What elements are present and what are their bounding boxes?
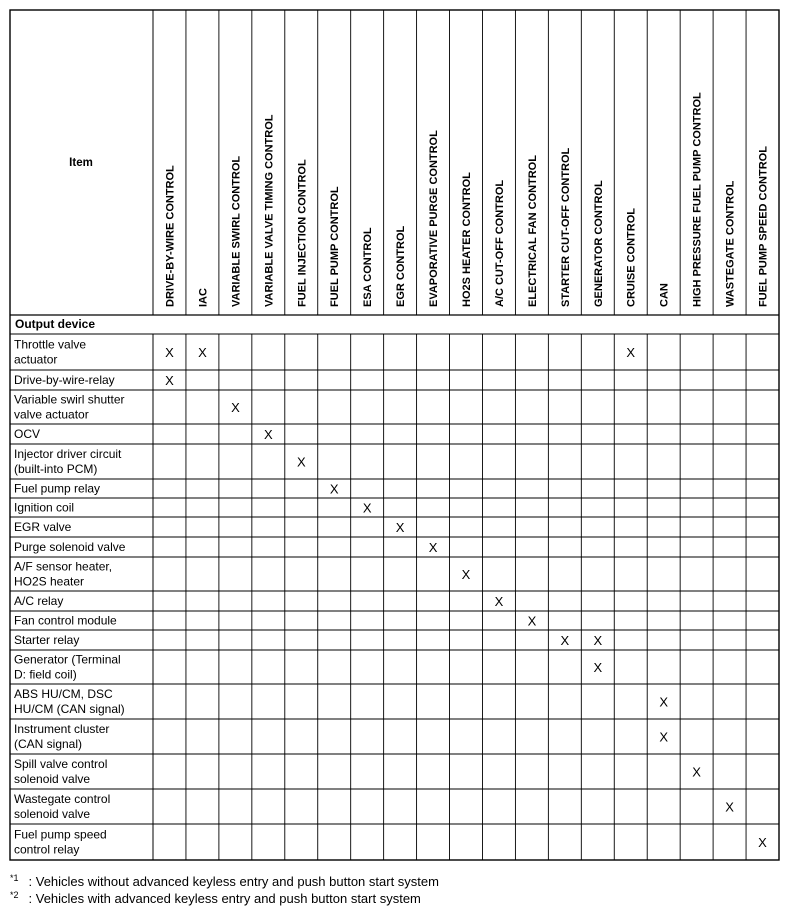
row-label: actuator: [14, 352, 58, 367]
x-mark: X: [593, 660, 603, 675]
row-label: HU/CM (CAN signal): [14, 702, 125, 716]
row-label: D: field coil): [14, 667, 77, 682]
column-header: CRUISE CONTROL: [625, 208, 638, 307]
column-header: HIGH PRESSURE FUEL PUMP CONTROL: [691, 92, 704, 307]
x-mark: X: [329, 481, 339, 497]
column-header: HO2S HEATER CONTROL: [461, 172, 473, 307]
item-column-header: Item: [69, 157, 93, 169]
x-mark: X: [758, 835, 767, 850]
row-label: OCV: [14, 427, 41, 441]
column-header: EVAPORATIVE PURGE CONTROL: [428, 130, 441, 307]
row-label: control relay: [14, 842, 80, 857]
row-label: A/C relay: [14, 594, 64, 608]
x-mark: X: [231, 400, 240, 415]
column-header: FUEL PUMP SPEED CONTROL: [757, 146, 770, 307]
x-mark: X: [296, 454, 306, 470]
row-label: solenoid valve: [14, 807, 91, 821]
column-header: STARTER CUT-OFF CONTROL: [559, 147, 572, 307]
x-mark: X: [362, 500, 372, 516]
x-mark: X: [560, 633, 570, 648]
row-label: Purge solenoid valve: [14, 540, 126, 554]
row-label: Instrument cluster: [14, 722, 110, 736]
x-mark: X: [527, 613, 537, 629]
footnote-1-text: : Vehicles without advanced keyless entry and push button start system: [28, 874, 439, 889]
column-header: FUEL INJECTION CONTROL: [296, 159, 309, 307]
x-mark: X: [198, 345, 207, 360]
row-label: Variable swirl shutter: [14, 392, 125, 407]
x-mark: X: [593, 633, 603, 648]
row-label: HO2S heater: [14, 574, 85, 589]
row-label: (built-into PCM): [14, 462, 98, 476]
x-mark: X: [494, 594, 504, 609]
row-label: Fan control module: [14, 613, 117, 628]
column-header: FUEL PUMP CONTROL: [329, 186, 342, 307]
footnote-2-marker: *2: [10, 890, 19, 900]
row-label: Ignition coil: [14, 500, 75, 515]
x-mark: X: [165, 345, 174, 360]
row-label: Starter relay: [14, 633, 80, 647]
column-header: DRIVE-BY-WIRE CONTROL: [164, 165, 177, 307]
row-label: Fuel pump relay: [14, 481, 101, 496]
footnote-2: [10, 891, 421, 907]
x-mark: X: [165, 373, 174, 388]
column-header: VARIABLE VALVE TIMING CONTROL: [263, 114, 276, 307]
row-label: Wastegate control: [14, 792, 111, 806]
row-label: Drive-by-wire-relay: [14, 373, 115, 387]
column-header: A/C CUT-OFF CONTROL: [493, 179, 506, 307]
row-label: A/F sensor heater,: [14, 559, 113, 574]
x-mark: X: [428, 540, 438, 555]
column-header: GENERATOR CONTROL: [592, 180, 605, 307]
x-mark: X: [626, 345, 636, 360]
footnote-1-marker: *1: [10, 873, 19, 883]
column-header: ELECTRICAL FAN CONTROL: [526, 155, 539, 307]
column-header: WASTEGATE CONTROL: [724, 180, 737, 307]
column-header: EGR CONTROL: [395, 225, 408, 307]
row-label: valve actuator: [14, 407, 89, 422]
row-label: EGR valve: [14, 520, 72, 534]
x-mark: X: [659, 694, 669, 710]
x-mark: X: [395, 520, 405, 535]
footnote-2-text: : Vehicles with advanced keyless entry and push button start system: [28, 891, 421, 906]
row-label: Fuel pump speed: [14, 827, 107, 842]
row-label: Throttle valve: [14, 337, 87, 352]
column-header: VARIABLE SWIRL CONTROL: [230, 155, 243, 307]
row-label: ABS HU/CM, DSC: [14, 687, 113, 701]
row-label: (CAN signal): [14, 737, 83, 751]
column-header: IAC: [197, 288, 210, 307]
column-header: CAN: [658, 283, 671, 307]
x-mark: X: [659, 729, 669, 745]
x-mark: X: [692, 764, 701, 780]
x-mark: X: [263, 427, 273, 442]
row-label: Generator (Terminal: [14, 652, 121, 667]
row-label: Injector driver circuit: [14, 447, 122, 461]
footnote-1: [10, 874, 439, 890]
x-mark: X: [725, 799, 734, 815]
row-label: Spill valve control: [14, 757, 108, 771]
x-mark: X: [461, 567, 471, 582]
column-header: ESA CONTROL: [362, 227, 375, 307]
section-label-output-device: Output device: [15, 317, 96, 331]
row-label: solenoid valve: [14, 772, 91, 786]
